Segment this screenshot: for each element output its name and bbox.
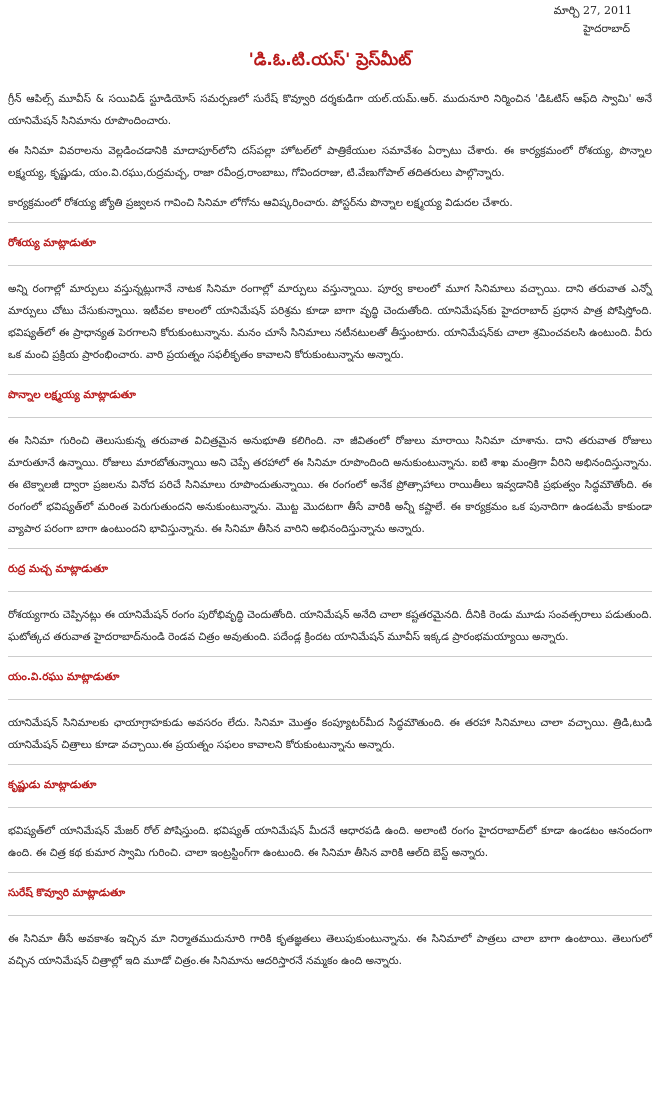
section-text-rudra-machcha: రోశయ్యగారు చెప్పినట్లు ఈ యానిమేషన్ రంగం పురోభివృద్ధి చెందుతోంది. యానిమేషన్ అనేది చాలా కష్టతరమైనది. దీనికి రెండు మూడు సంవత్సరాలు పడుతుంది. ఘటోత్కచ తరువాత హైదరాబాద్‌నుండి రెండవ చిత్రం అవుతుంది. పదేండ్ల క్రిందట యానిమేషన్ మూవీస్ ఇక్కడ ప్రారంభమయ్యాయి అన్నారు. (8, 609, 652, 643)
section-text-ponnala: ఈ సినిమా గురించి తెలుసుకున్న తరువాత విచిత్రమైన అనుభూతి కలిగింది. నా జీవితంలో రోజులు మారాయి సినిమా చూశాను. దాని తరువాత రోజులు మారుతూనే ఉన్నాయి. రోజులు మారబోతున్నాయి అని చెప్పే తరహాలో ఈ సినిమా రూపొందింది అనుకుంటున్నాను. ఐటి శాఖ మంత్రిగా వీరిని అభినందిస్తున్నాను. ఈ టెక్నాలజీ ద్వారా ప్రజలను వినోద పరిచే సినిమాలు రూపొందుతున్నాయి. ఈ రంగంలో అనేక ప్రోత్సాహాలు రాయితీలు ఇవ్వడానికి ప్రభుత్వం సిద్ధమౌతోంది. ఈ రంగంలో భవిష్యత్‌లో మరింత పెరుగుతుందని అనుకుంటున్నాను. మొట్ట మొదటగా తీసే వారికి అన్నీ కష్టాలే. ఈ కార్యక్రమం ఒక పునాదిగా ఉండటమే కాకుండా వ్యాపార పరంగా బాగా ఉంటుందని భావిస్తున్నాను. ఈ సినిమా తీసిన వారిని అభినందిస్తున్నాను అన్నారు. (8, 435, 652, 535)
section-heading-krishnudu: కృష్ణుడు మాట్లాడుతూ (8, 779, 97, 791)
section-text-krishnudu: భవిష్యత్‌లో యానిమేషన్ మేజర్ రోల్ పోషిస్తుంది. భవిష్యత్ యానిమేషన్ మీదనే ఆధారపడి ఉంది. అలాంటి రంగం హైదరాబాద్‌లో కూడా ఉండటం ఆనందంగా ఉంది. ఈ చిత్ర కథ కుమార స్వామి గురించి. చాలా ఇంట్రస్టింగ్‌గా ఉంటుంది. ఈ సినిమా తీసిన వారికి ఆల్‌ది బెస్ట్ అన్నారు. (8, 825, 652, 859)
section-divider (8, 374, 652, 375)
dateline: మార్చి 27, 2011 (553, 4, 632, 17)
section-text-mv-raghu: యానిమేషన్ సినిమాలకు ఛాయాగ్రాహకుడు అవసరం లేదు. సినిమా మొత్తం కంప్యూటర్‌మీద సిద్ధమౌతుంది. ఈ తరహా సినిమాలు చాలా వచ్చాయి. త్రిడి,టుడి యానిమేషన్ చిత్రాలు కూడా వచ్చాయి.ఈ ప్రయత్నం సఫలం కావాలని కోరుకుంటున్నాను అన్నారు. (8, 717, 652, 751)
page-title: 'డి.ఓ.టి.యస్' ప్రెస్‌మీట్ (248, 50, 412, 70)
section-divider (8, 656, 652, 657)
intro-paragraph: ఈ సినిమా వివరాలను వెల్లడించడానికి మాదాపూర్‌లోని దస్‌పల్లా హోటల్‌లో పాత్రికేయుల సమావేశం ఏర్పాటు చేశారు. ఈ కార్యక్రమంలో రోశయ్య, పొన్నాల లక్ష్మయ్య, కృష్ణుడు, యం.వి.రఘు,రుద్రమచ్చ, రాజా రవీంద్ర,రాంబాబు, గోవిందరాజు, టి.వేణుగోపాల్ తదితరులు పాల్గొన్నారు. (8, 145, 652, 179)
section-divider (8, 222, 652, 223)
section-divider (8, 265, 652, 266)
section-heading-rudra-machcha: రుద్ర మచ్చ మాట్లాడుతూ (8, 563, 109, 575)
section-divider (8, 915, 652, 916)
intro-paragraph: కార్యక్రమంలో రోశయ్య జ్యోతి ప్రజ్వలన గావించి సినిమా లోగోను ఆవిష్కరించారు. పోస్టర్‌ను పొన్నాల లక్ష్మయ్య విడుదల చేశారు. (8, 197, 513, 209)
place-name: హైదరాబాద్ (583, 23, 630, 35)
intro-paragraph: గ్రీన్ ఆపిల్స్ మూవీస్ & సయివిడ్ స్టూడియోస్ సమర్పణలో సురేష్ కొవ్వూరి దర్శకుడిగా యల్.యమ్.ఆర్. ముదునూరి నిర్మించిన 'డిఓటిస్ ఆఫ్‌ది స్వామి' అనే యానిమేషన్ సినిమాను రూపొందించారు. (8, 93, 652, 127)
section-divider (8, 417, 652, 418)
section-divider (8, 548, 652, 549)
section-divider (8, 591, 652, 592)
section-heading-suresh-kovvuri: సురేష్ కొవ్వూరి మాట్లాడుతూ (8, 887, 126, 899)
section-text-suresh-kovvuri: ఈ సినిమా తీసే అవకాశం ఇచ్చిన మా నిర్మాతముదునూరి గారికి కృతజ్ఞతలు తెలుపుకుంటున్నాను. ఈ సినిమాలో పాత్రలు చాలా బాగా ఉంటాయి. తెలుగులో వచ్చిన యానిమేషన్ చిత్రాల్లో ఇది మూడో చిత్రం.ఈ సినిమాను ఆదరిస్తారనే నమ్మకం ఉంది అన్నారు. (8, 933, 652, 967)
section-divider (8, 699, 652, 700)
section-heading-rosaiah: రోశయ్య మాట్లాడుతూ (8, 237, 96, 249)
section-heading-mv-raghu: యం.వి.రఘు మాట్లాడుతూ (8, 671, 120, 683)
section-divider (8, 872, 652, 873)
section-heading-ponnala: పొన్నాల లక్ష్మయ్య మాట్లాడుతూ (8, 389, 136, 401)
section-text-rosaiah: అన్ని రంగాల్లో మార్పులు వస్తున్నట్లుగానే నాటక సినిమా రంగాల్లో మార్పులు వస్తున్నాయి. పూర్వ కాలంలో మూగ సినిమాలు వచ్చాయి. దాని తరువాత ఎన్నో మార్పులు చోటు చేసుకున్నాయి. ఇటీవల కాలంలో యానిమేషన్ పరిశ్రమ కూడా బాగా వృద్ధి చెందుతోంది. యానిమేషన్‌కు హైదరాబాద్ ప్రధాన పాత్ర పోషిస్తోంది. భవిష్యత్‌లో ఈ ప్రాధాన్యత పెరగాలని కోరుకుంటున్నాను. మనం చూసే సినిమాలు నటీనటులతో తీస్తుంటారు. యానిమేషన్‌కు చాలా శ్రమించవలసి ఉంటుంది. వీరు ఒక మంచి ప్రక్రియ ప్రారంభించారు. వారి ప్రయత్నం సఫలీకృతం కావాలని కోరుకుంటున్నాను అన్నారు. (8, 283, 652, 361)
section-divider (8, 807, 652, 808)
section-divider (8, 764, 652, 765)
